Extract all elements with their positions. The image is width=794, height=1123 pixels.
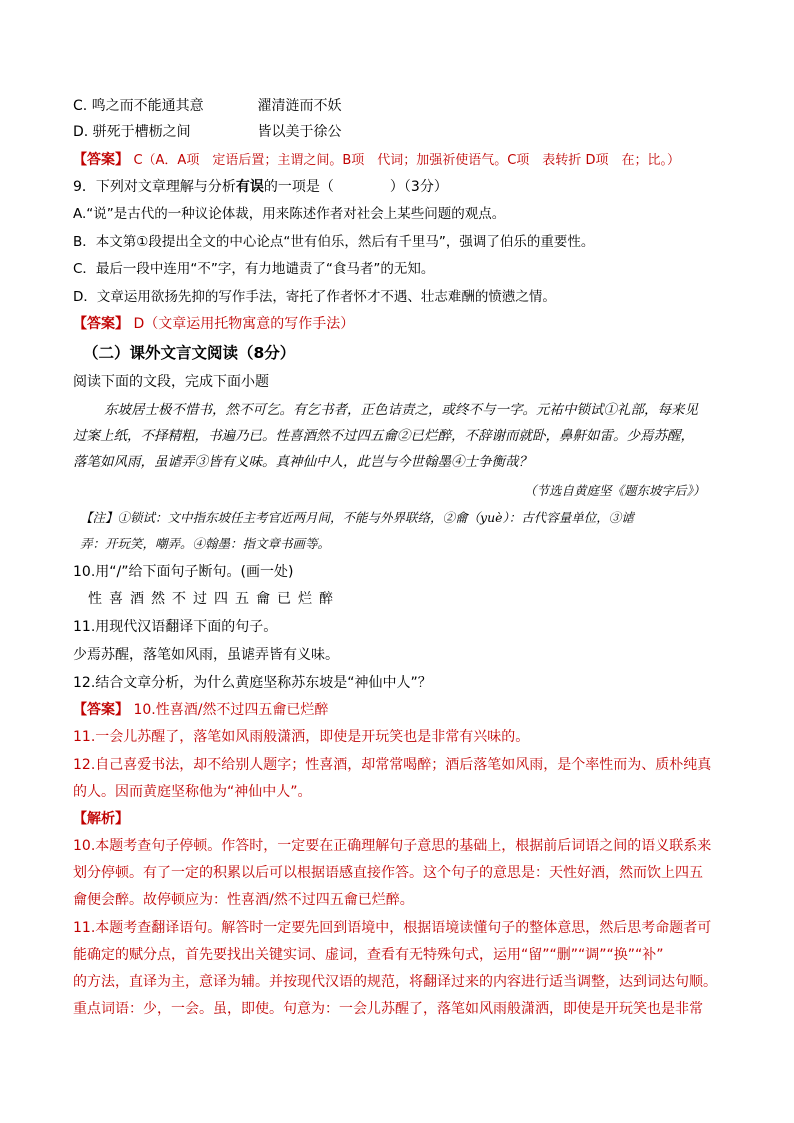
q11-sentence: 少焉苏醒，落笔如风雨，虽谑弄皆有义味。 bbox=[73, 647, 339, 663]
answer-tag: 【答案】 bbox=[73, 702, 129, 718]
analysis-11-line-1: 11.本题考查翻译语句。解答时一定要先回到语境中，根据语境读懂句子的整体意思，然后思考命题者可 bbox=[73, 920, 712, 936]
q9-stem-part-b: 的一项是（ ）（3分） bbox=[263, 179, 448, 195]
analysis-11-line-3: 的方法，直译为主，意译为辅。并按现代汉语的规范，将翻译过来的内容进行适当调整，达到词达句顺。 bbox=[73, 974, 717, 990]
q8-answer bbox=[73, 150, 680, 171]
answer-11: 11.一会儿苏醒了，落笔如风雨般潇洒，即使是开玩笑也是非常有兴味的。 bbox=[73, 729, 530, 745]
passage-source: （节选自黄庭坚《题东坡字后》） bbox=[524, 483, 706, 498]
q12-stem: 12.结合文章分析，为什么黄庭坚称苏东坡是“神仙中人”？ bbox=[73, 675, 432, 691]
q9-option-a: A.“说”是古代的一种议论体裁，用来陈述作者对社会上某些问题的观点。 bbox=[73, 206, 506, 222]
q9-answer-text: D（文章运用托物寓意的写作手法） bbox=[133, 316, 355, 332]
passage-line-3: 落笔如风雨，虽谑弄③皆有义味。真神仙中人，此岂与今世翰墨④士争衡哉？ bbox=[73, 454, 532, 470]
q9-stem bbox=[73, 177, 448, 197]
analysis-10-line-3: 龠便会醉。故停顿应为：性喜酒/然不过四五龠已烂醉。 bbox=[73, 892, 414, 908]
answer-tag: 【答案】 bbox=[73, 152, 129, 168]
q11-stem: 11.用现代汉语翻译下面的句子。 bbox=[73, 619, 278, 635]
q8-option-c-left: C. 鸣之而不能通其意 bbox=[73, 98, 204, 114]
note-line-2: 弄：开玩笑，嘲弄。④翰墨：指文章书画等。 bbox=[80, 536, 331, 551]
analysis-10-line-1: 10.本题考查句子停顿。作答时，一定要在正确理解句子意思的基础上，根据前后词语之间的语义联系来 bbox=[73, 838, 712, 854]
q9-stem-emphasis: 有误 bbox=[235, 179, 264, 195]
section-instruction: 阅读下面的文段，完成下面小题 bbox=[73, 374, 269, 390]
q8-option-c bbox=[73, 96, 341, 116]
section-heading: （二）课外文言文阅读（8分） bbox=[83, 344, 296, 362]
answers-block-10 bbox=[73, 700, 328, 720]
q10-sentence: 性喜酒然不过四五龠已烂醉 bbox=[88, 591, 340, 607]
analysis-10-line-2: 划分停顿。有了一定的积累以后可以根据语感直接作答。这个句子的意思是：天性好酒，然而饮上四五 bbox=[73, 865, 703, 881]
q9-answer bbox=[73, 314, 354, 334]
passage-line-1: 东坡居士极不惜书，然不可乞。有乞书者，正色诘责之，或终不与一字。元祐中锁试①礼部，每来见 bbox=[104, 402, 698, 418]
answer-10: 10.性喜酒/然不过四五龠已烂醉 bbox=[133, 702, 329, 718]
q8-option-d-left: D. 骈死于槽枥之间 bbox=[73, 124, 191, 140]
q9-option-c: C．最后一段中连用“不”字，有力地谴责了“食马者”的无知。 bbox=[73, 261, 435, 277]
q9-option-d: D．文章运用欲扬先抑的写作手法，寄托了作者怀才不遇、壮志难酬的愤懑之情。 bbox=[73, 289, 556, 305]
q9-option-b: B．本文第①段提出全文的中心论点“世有伯乐，然后有千里马”，强调了伯乐的重要性。 bbox=[73, 234, 595, 250]
q8-option-d-right: 皆以美于徐公 bbox=[257, 124, 342, 140]
q8-option-d bbox=[73, 122, 341, 142]
answer-12-line-2: 的人。因而黄庭坚称他为“神仙中人”。 bbox=[73, 784, 312, 800]
q10-stem: 10.用“/”给下面句子断句。(画一处) bbox=[73, 564, 294, 580]
answer-tag: 【答案】 bbox=[73, 316, 129, 332]
q8-option-c-right: 濯清涟而不妖 bbox=[257, 98, 342, 114]
analysis-11-line-4: 重点词语：少，一会。虽，即使。句意为：一会儿苏醒了，落笔如风雨般潇洒，即使是开玩笑也是非常 bbox=[73, 1001, 703, 1017]
analysis-11-line-2: 能确定的赋分点，首先要找出关键实词、虚词，查看有无特殊句式，运用“留”“删”“调”“换”“补” bbox=[73, 947, 664, 963]
q8-answer-text: C（A．A项 定语后置；主谓之间。B项 代词；加强祈使语气。C项 表转折 D项 在；比。） bbox=[133, 153, 680, 168]
note-line-1: 【注】①锁试：文中指东坡任主考官近两月间，不能与外界联络，②龠（yuè）：古代容量单位，③谑 bbox=[80, 510, 634, 525]
q9-stem-part-a: 9．下列对文章理解与分析 bbox=[73, 179, 236, 195]
answer-12-line-1: 12.自己喜爱书法，却不给别人题字；性喜酒，却常常喝醉；酒后落笔如风雨，是个率性而为、质朴纯真 bbox=[73, 757, 712, 773]
passage-line-2: 过案上纸，不择精粗，书遍乃已。性喜酒然不过四五龠②已烂醉，不辞谢而就卧，鼻鼾如雷。少焉苏醒， bbox=[73, 428, 694, 444]
analysis-tag: 【解析】 bbox=[73, 811, 129, 827]
